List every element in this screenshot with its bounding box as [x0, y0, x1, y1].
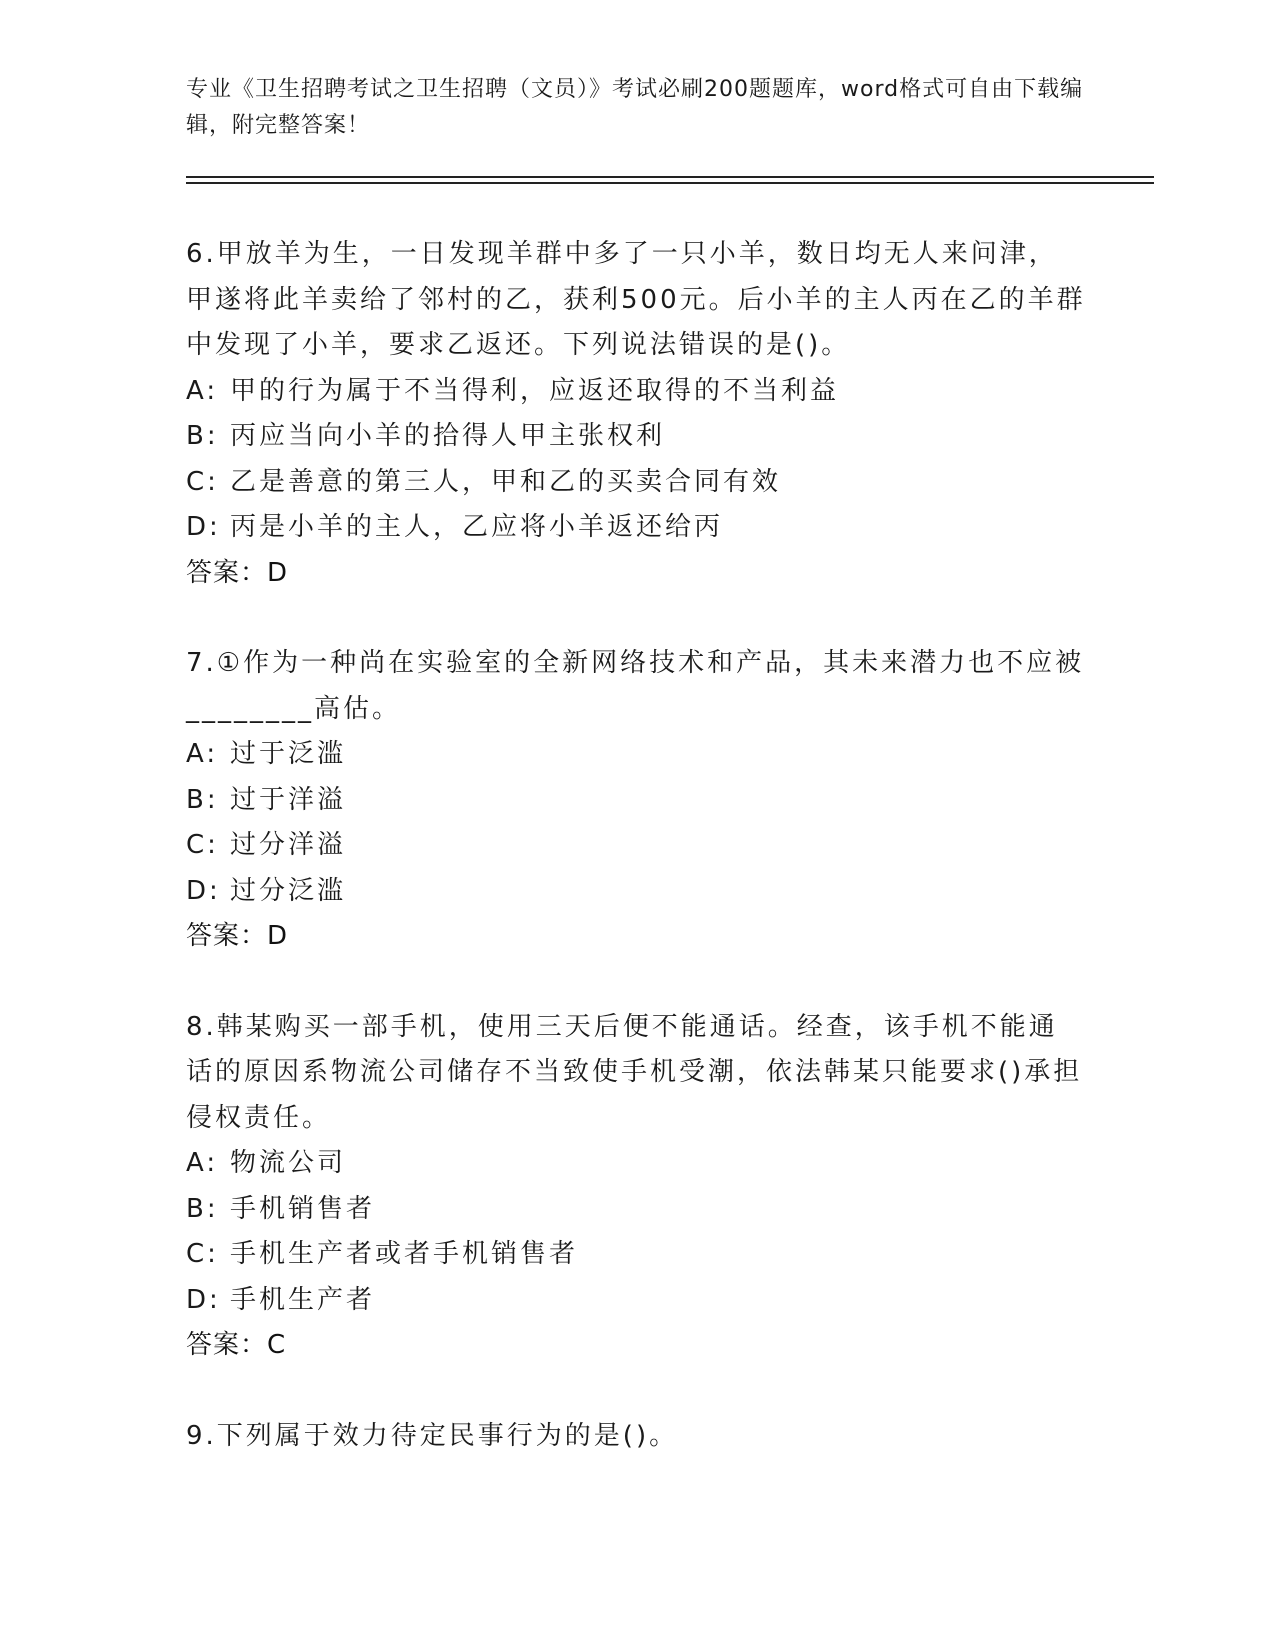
option-key: D: [186, 1284, 221, 1315]
question-text: 8.韩某购买一部手机，使用三天后便不能通话。经查，该手机不能通话的原因系物流公司储存不当致使手机受潮，依法韩某只能要求()承担侵权责任。 [186, 1011, 1083, 1133]
option-c [186, 823, 1086, 869]
question-list [186, 232, 1086, 1504]
option-c [186, 460, 1086, 506]
option-key: C: [186, 830, 219, 860]
document-header: 专业《卫生招聘考试之卫生招聘（文员）》考试必刷200题题库，word格式可自由下载编辑，附完整答案！ [186, 77, 1084, 138]
option-text: 物流公司 [230, 1148, 347, 1178]
question-7 [186, 641, 1086, 960]
option-d [186, 869, 1086, 915]
option-text: 丙是小羊的主人，乙应将小羊返还给丙 [230, 512, 724, 542]
question-9 [186, 1414, 1086, 1460]
option-d [186, 1278, 1086, 1324]
question-6 [186, 232, 1086, 596]
question-8 [186, 1005, 1086, 1369]
option-a [186, 732, 1086, 778]
answer-label: 答案：C [186, 1330, 287, 1360]
option-d [186, 505, 1086, 551]
option-key: D: [186, 512, 221, 542]
option-key: B: [186, 421, 219, 451]
answer-label: 答案：D [186, 921, 289, 951]
question-text: 6.甲放羊为生，一日发现羊群中多了一只小羊，数日均无人来问津，甲遂将此羊卖给了邻村的乙，获利500元。后小羊的主人丙在乙的羊群中发现了小羊，要求乙返还。下列说法错误的是()。 [186, 239, 1086, 360]
option-text: 过于泛滥 [230, 739, 347, 769]
option-a [186, 1141, 1086, 1187]
question-text: 7.①作为一种尚在实验室的全新网络技术和产品，其未来潜力也不应被________高估。 [186, 648, 1085, 724]
option-text: 手机生产者或者手机销售者 [230, 1239, 579, 1269]
option-b [186, 1187, 1086, 1233]
question-text: 9.下列属于效力待定民事行为的是()。 [186, 1420, 679, 1451]
option-key: C: [186, 1239, 219, 1269]
option-key: B: [186, 784, 219, 815]
option-a [186, 369, 1086, 415]
option-text: 过分洋溢 [230, 830, 347, 860]
option-key: A: [186, 375, 219, 406]
option-text: 乙是善意的第三人，甲和乙的买卖合同有效 [230, 466, 782, 497]
option-text: 过分泛滥 [230, 875, 347, 906]
option-text: 手机生产者 [230, 1284, 376, 1315]
answer-label: 答案：D [186, 557, 289, 588]
option-text: 手机销售者 [230, 1193, 376, 1224]
option-text: 甲的行为属于不当得利，应返还取得的不当利益 [230, 375, 840, 406]
option-c [186, 1232, 1086, 1278]
option-text: 过于洋溢 [230, 784, 347, 815]
option-text: 丙应当向小羊的拾得人甲主张权利 [230, 421, 666, 451]
option-key: A: [186, 1148, 219, 1178]
header-divider-bottom [186, 182, 1154, 184]
option-b [186, 778, 1086, 824]
option-key: D: [186, 875, 221, 906]
option-key: A: [186, 739, 219, 769]
option-b [186, 414, 1086, 460]
header-divider-top [186, 176, 1154, 178]
option-key: C: [186, 466, 219, 497]
option-key: B: [186, 1193, 219, 1224]
